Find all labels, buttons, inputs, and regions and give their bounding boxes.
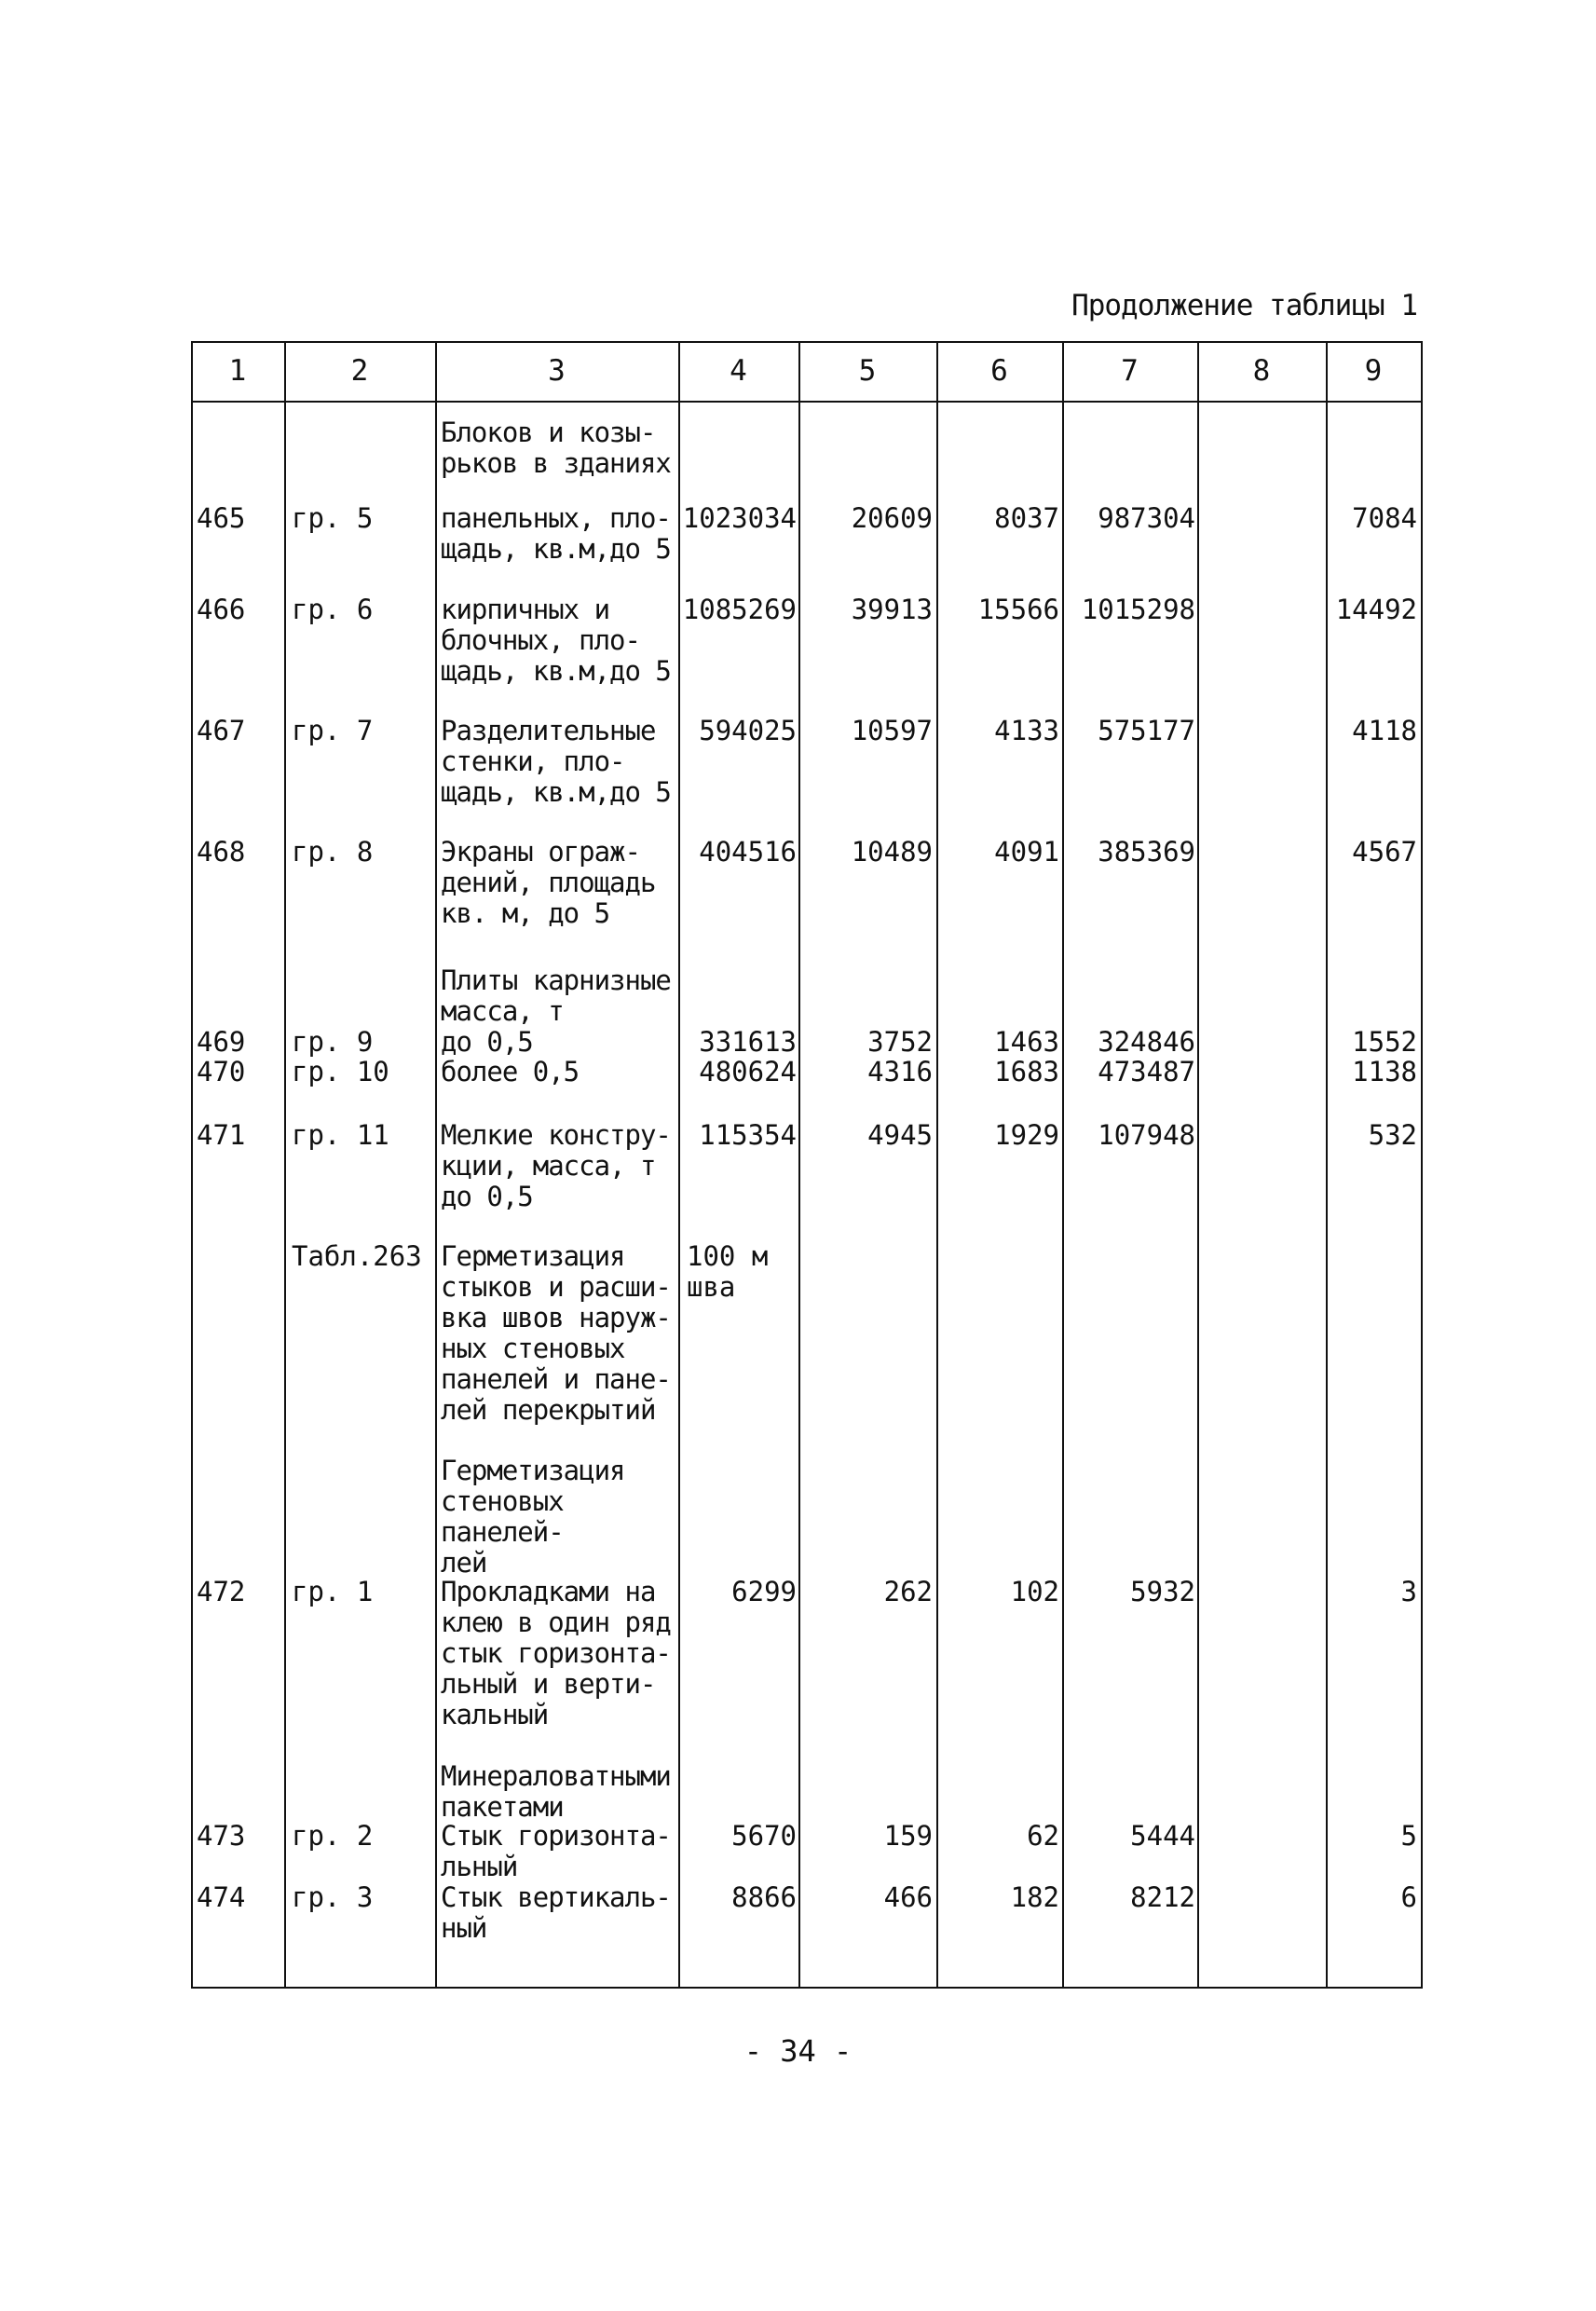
header-col-9: 9 [1364,354,1383,388]
column-divider [936,341,938,1989]
col6-value: 10597 [851,715,933,746]
col9-value: 4118 [1352,715,1417,746]
description-cell: Герметизация стеновых панелей- лей [441,1455,625,1579]
group-cell: гр. 6 [292,594,374,625]
col7-value: 1683 [994,1056,1059,1087]
row-number-cell: 467 [197,715,246,746]
description-cell: панельных, пло- щадь, кв.м,до 5 [441,502,671,565]
col5-value: 594025 [699,715,797,746]
description-cell: Экраны ограж- дений, площадь кв. м, до 5 [441,836,656,929]
description-cell: Прокладками на клею в один ряд стык горизонта- льный и верти- кальный [441,1576,671,1730]
table-bottom-border [191,1987,1423,1989]
col7-value: 1929 [994,1119,1059,1151]
description-cell: Стык вертикаль- ный [441,1881,671,1944]
col6-value: 39913 [851,594,933,625]
description-cell: Стык горизонта- льный [441,1820,671,1882]
row-number-cell: 474 [197,1881,246,1913]
group-cell: гр. 2 [292,1820,374,1852]
col9-value: 14492 [1335,594,1417,625]
description-cell: более 0,5 [441,1056,580,1087]
col7-value: 182 [1010,1881,1059,1913]
column-divider [678,341,680,1989]
col7-value: 1463 [994,1026,1059,1058]
col9-value: 7084 [1352,502,1417,534]
row-number-cell: 466 [197,594,246,625]
col9-value: 6 [1400,1881,1417,1913]
col7-value: 102 [1010,1576,1059,1607]
col5-value: 1023034 [682,502,797,534]
col8-value: 385369 [1098,836,1195,868]
row-number-cell: 472 [197,1576,246,1607]
col9-value: 1552 [1352,1026,1417,1058]
description-cell: кирпичных и блочных, пло- щадь, кв.м,до 5 [441,594,671,687]
group-cell: гр. 11 [292,1119,389,1151]
column-divider [435,341,437,1989]
group-cell: гр. 1 [292,1576,374,1607]
column-divider [1421,341,1423,1989]
col6-value: 3752 [867,1026,933,1058]
col8-value: 107948 [1098,1119,1195,1151]
group-cell: гр. 8 [292,836,374,868]
col6-value: 4316 [867,1056,933,1087]
col7-value: 15566 [977,594,1059,625]
col8-value: 473487 [1098,1056,1195,1087]
unit-cell: 100 м шва [687,1240,769,1303]
col5-value: 480624 [699,1056,797,1087]
col8-value: 1015298 [1081,594,1195,625]
header-col-5: 5 [858,354,877,388]
col6-value: 10489 [851,836,933,868]
col6-value: 466 [883,1881,933,1913]
row-number-cell: 465 [197,502,246,534]
group-cell: гр. 10 [292,1056,389,1087]
header-col-1: 1 [228,354,247,388]
group-cell: гр. 9 [292,1026,374,1058]
page-number: - 34 - [743,2033,853,2069]
column-divider [1062,341,1064,1989]
col6-value: 262 [883,1576,933,1607]
description-cell: Минераловатными пакетами [441,1760,671,1823]
col5-value: 6299 [731,1576,797,1607]
col7-value: 62 [1027,1820,1059,1852]
column-divider [1197,341,1199,1989]
col8-value: 575177 [1098,715,1195,746]
col7-value: 8037 [994,502,1059,534]
col5-value: 8866 [731,1881,797,1913]
col5-value: 1085269 [682,594,797,625]
row-number-cell: 470 [197,1056,246,1087]
col5-value: 404516 [699,836,797,868]
row-number-cell: 473 [197,1820,246,1852]
col7-value: 4133 [994,715,1059,746]
col8-value: 5444 [1130,1820,1195,1852]
col6-value: 159 [883,1820,933,1852]
group-cell: гр. 5 [292,502,374,534]
group-cell: гр. 7 [292,715,374,746]
data-table [191,341,1423,1989]
col5-value: 115354 [699,1119,797,1151]
header-col-3: 3 [548,354,566,388]
col9-value: 5 [1400,1820,1417,1852]
column-divider [284,341,286,1989]
col8-value: 324846 [1098,1026,1195,1058]
col6-value: 4945 [867,1119,933,1151]
col6-value: 20609 [851,502,933,534]
col8-value: 987304 [1098,502,1195,534]
header-col-4: 4 [730,354,747,388]
col9-value: 532 [1368,1119,1417,1151]
column-divider [798,341,800,1989]
col9-value: 4567 [1352,836,1417,868]
col8-value: 5932 [1130,1576,1195,1607]
row-number-cell: 468 [197,836,246,868]
description-cell: Герметизация стыков и расши- вка швов наруж- ных стеновых панелей и пане- лей перекрытий [441,1240,671,1426]
header-bottom-border [191,401,1423,403]
header-col-2: 2 [350,354,369,388]
description-cell: Блоков и козы- рьков в зданиях [441,417,671,479]
col5-value: 5670 [731,1820,797,1852]
col5-value: 331613 [699,1026,797,1058]
col7-value: 4091 [994,836,1059,868]
row-number-cell: 469 [197,1026,246,1058]
row-number-cell: 471 [197,1119,246,1151]
col9-value: 3 [1400,1576,1417,1607]
description-cell: Плиты карнизные масса, т [441,964,671,1027]
description-cell: Разделительные стенки, пло- щадь, кв.м,до 5 [441,715,671,808]
col8-value: 8212 [1130,1881,1195,1913]
col9-value: 1138 [1352,1056,1417,1087]
table-reference-cell: Табл.263 [292,1240,422,1272]
table-continuation-heading: Продолжение таблицы 1 [1071,289,1417,322]
header-col-7: 7 [1121,354,1139,388]
column-divider [1326,341,1328,1989]
column-divider [191,341,193,1989]
header-col-8: 8 [1252,354,1271,388]
description-cell: до 0,5 [441,1026,533,1058]
description-cell: Мелкие констру- кции, масса, т до 0,5 [441,1119,671,1212]
header-col-6: 6 [990,354,1008,388]
group-cell: гр. 3 [292,1881,374,1913]
